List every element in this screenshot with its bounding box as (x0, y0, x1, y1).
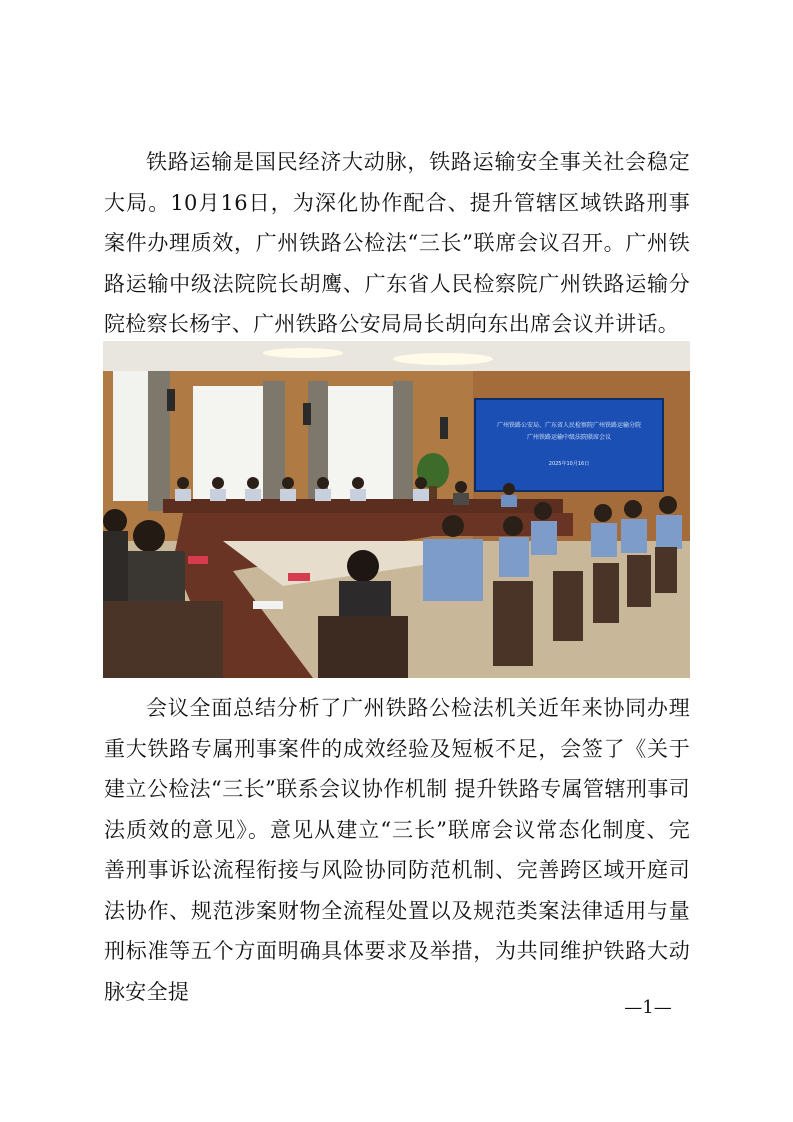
paragraph-summary: 会议全面总结分析了广州铁路公检法机关近年来协同办理重大铁路专属刑事案件的成效经验及短板不足，会签了《关于建立公检法“三长”联系会议协作机制 提升铁路专属管辖刑事司法质效的意见》。意见从建立“三长”联席会议常态化制度、完善刑事诉讼流程衔接与风险协同防范机制、完善跨区域开庭司法协作、规范涉案财物全流程处置以及规范类案法律适用与量刑标准等五个方面明确具体要求及举措，为共同维护铁路大动脉安全提 (104, 696, 690, 1004)
meeting-photo (103, 341, 690, 678)
screen-date: 2025年10月16日 (548, 461, 590, 467)
screen-line1: 广州铁路公安局、广东省人民检察院广州铁路运输分院 (496, 422, 642, 429)
page-number: —1— (624, 997, 672, 1018)
paragraph-intro: 铁路运输是国民经济大动脉，铁路运输安全事关社会稳定大局。10月16日，为深化协作配合、提升管辖区域铁路刑事案件办理质效，广州铁路公检法“三长”联席会议召开。广州铁路运输中级法院院长胡鹰、广东省人民检察院广州铁路运输分院检察长杨宇、广州铁路公安局局长胡向东出席会议并讲话。 (104, 150, 690, 336)
screen-line2: 广州铁路运输中级法院联席会议 (526, 434, 612, 441)
